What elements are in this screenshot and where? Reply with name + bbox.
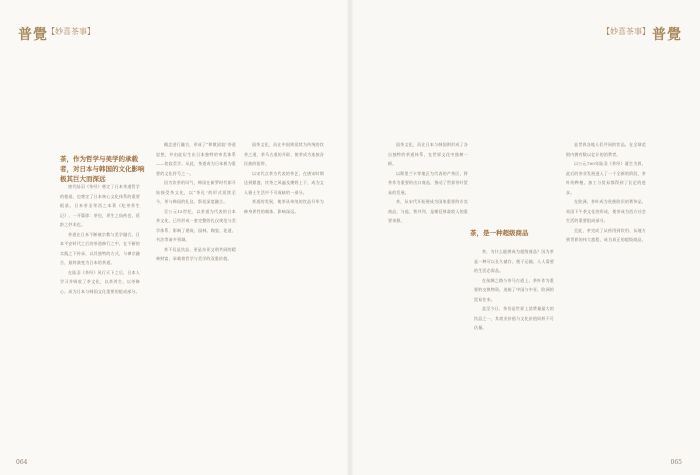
text-column-3 xyxy=(244,140,324,460)
text-column-1 xyxy=(60,182,140,452)
paragraph: 茶，为什么能够成为超级商品？因为茶是一种可以长久储存、便于运输、人人需要的生活必需品。 xyxy=(474,249,554,273)
paragraph: 国茶文化，而在中国则延续为传统的饮茶之道，茶马古道的开辟，使茶成为连接各民族的纽带。 xyxy=(244,142,324,166)
paragraph: 是世界各地人们共同的饮品，在全球范围内拥有数以亿计的消费者。 xyxy=(566,142,646,157)
paragraph: 在欧洲，茶叶成为贵族阶层的奢侈品，英国下午茶文化的形成，使茶成为西方社会生活的重要组成部分。 xyxy=(566,199,646,223)
paragraph: 直至今日，茶仍是世界上消费量最大的饮品之一，其商业价值与文化价值同样不可估量。 xyxy=(474,306,554,330)
section-tag: 【妙喜茶事】 xyxy=(47,27,95,36)
book-gutter xyxy=(347,0,353,475)
paragraph: 在丝绸之路与茶马古道上，茶叶作为重要的交换物资，连接了中国与中亚、欧洲的贸易往来。 xyxy=(474,277,554,302)
section-tag: 【妙喜茶事】 xyxy=(602,27,650,36)
paragraph: 概念进行融合，形成了“和敬清寂”茶道思想，并由此衍生出日本独特的审美体系——侘寂美学。从此，茶道成为日本极为重要的文化符号之一。 xyxy=(156,142,236,176)
paragraph: 茶，从宋代开始便成为国家重要的专卖商品，与盐、铁并列，是朝廷财政收入的重要来源。 xyxy=(388,199,468,223)
paragraph: 国茶文化，而在日本与韩国则形成了各自独特的茶道体系，在世界文化中独树一帜。 xyxy=(388,142,468,166)
brand-logo: 普覺 xyxy=(652,27,682,43)
article-heading: 茶，作为哲学与美学的承载者，对日本与韩国的文化影响极其巨大而深远 xyxy=(60,155,145,183)
paragraph: 至公元15世纪，以茶道为代表的日本茶文化，已经形成一套完整的礼仪规范与美学体系，影响了建筑、园林、陶瓷、花道、书法等诸多领域。 xyxy=(156,208,236,242)
paragraph: 茶道在日本不断被宗教与美学融合，日本平安时代之后的茶道修行之中，在不断的实践之下传承，以其独特的方式，与禅宗融合，最终演变为日本的茶道。 xyxy=(60,231,140,265)
text-column-2 xyxy=(156,140,236,460)
paragraph: 茶道的发展，使茶从单纯的饮品升华为修身养性的载体，影响深远。 xyxy=(244,199,324,214)
text-column-6 xyxy=(566,140,646,460)
paragraph: 以公元780年陆羽《茶经》诞生为界，此后的茶业发展进入了一个全新的阶段，茶叶的种植、加工与贸易都得到了长足的进步。 xyxy=(566,161,646,195)
paragraph: 以宋代点茶为代表的茶艺，在唐宋时期达到鼎盛，饮茶之风遍及朝野上下，成为文人雅士生活中不可或缺的一部分。 xyxy=(244,170,324,195)
paragraph: 唐代陆羽《茶经》奠定了日本茶道哲学的根基，也奠定了日本核心文化体系的重要根基。日本茶圣荣西之本著《吃茶养生记》，一开篇即：茶也，养生之仙药也，延龄之妙术也。 xyxy=(60,184,140,227)
page-number-right: 065 xyxy=(670,459,682,466)
paragraph: 至此，茶完成了从药用到饮用、从地方到世界的伟大旅程，成为真正的超级商品。 xyxy=(566,227,646,242)
paragraph: 茶不仅是饮品，更是东亚文明共同的精神财富，承载着哲学与美学的双重价值。 xyxy=(156,246,236,261)
text-column-5 xyxy=(474,247,554,457)
page-number-left: 064 xyxy=(16,459,28,466)
brand-logo: 普覺 xyxy=(18,27,48,43)
section-heading: 茶，是一种超级商品 xyxy=(470,229,529,237)
paragraph: 在陆羽《茶经》风行天下之后，日本人学习并吸收了茶文化，以茶养生、以茶修心，成为日本与韩国文化重要的组成部分。 xyxy=(60,269,140,294)
paragraph: 以斯里兰卡等地区为代表的产茶区，将茶作为重要的出口商品，推动了世界茶叶贸易的发展。 xyxy=(388,170,468,195)
paragraph: 因为饮茶的风气，韩国在新罗时代即开始接受茶文化，以“茶礼”的形式延续至今，茶与韩国的礼仪、祭祀深度融合。 xyxy=(156,180,236,204)
text-column-4 xyxy=(388,140,468,460)
